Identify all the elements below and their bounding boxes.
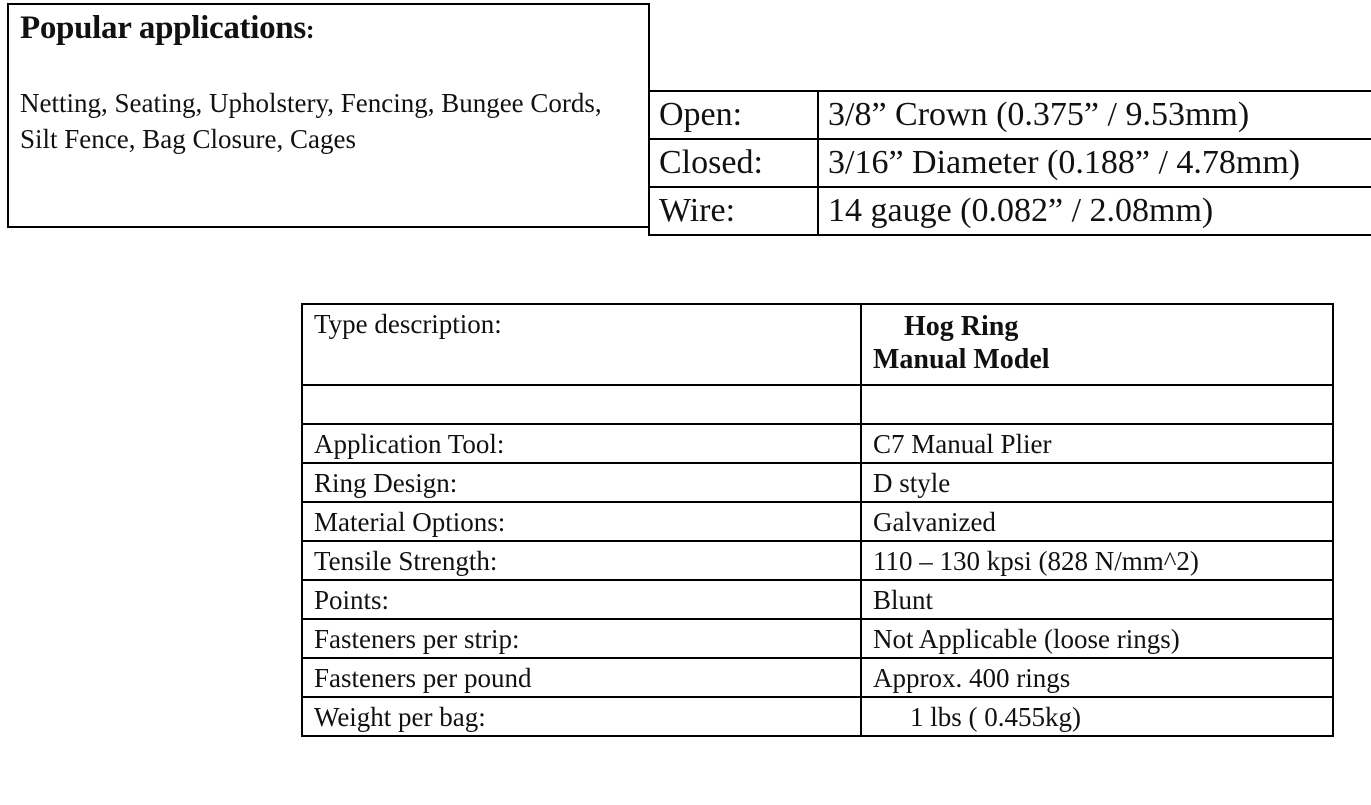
applications-title-text: Popular applications: [20, 10, 306, 46]
spec-header-value: [861, 304, 1333, 385]
spec-value: D style: [861, 463, 1333, 502]
dimension-row-closed: [649, 139, 1371, 187]
weight-value-text: 1 lbs ( 0.455kg): [910, 701, 1081, 732]
spec-value: [861, 697, 1333, 736]
applications-box: [7, 3, 650, 228]
spec-label: Ring Design:: [302, 463, 861, 502]
spec-value: 110 – 130 kpsi (828 N/mm^2): [861, 541, 1333, 580]
dimension-value: 14 gauge (0.082” / 2.08mm): [818, 187, 1371, 235]
spec-row-fasteners-per-strip: [302, 619, 1333, 658]
spec-value: [861, 385, 1333, 424]
spec-label: Weight per bag:: [302, 697, 861, 736]
dimension-value: 3/8” Crown (0.375” / 9.53mm): [818, 91, 1371, 139]
spec-label: Fasteners per pound: [302, 658, 861, 697]
spec-header-label: Type description:: [302, 304, 861, 385]
spec-label: Fasteners per strip:: [302, 619, 861, 658]
dimensions-table: [648, 90, 1371, 236]
spec-label: Material Options:: [302, 502, 861, 541]
dimension-label: Open:: [649, 91, 818, 139]
dimension-value: 3/16” Diameter (0.188” / 4.78mm): [818, 139, 1371, 187]
spec-label: Tensile Strength:: [302, 541, 861, 580]
spec-value: Not Applicable (loose rings): [861, 619, 1333, 658]
applications-title: [20, 10, 314, 47]
spec-row-weight-per-bag: [302, 697, 1333, 736]
spec-label: Application Tool:: [302, 424, 861, 463]
product-model: Manual Model: [873, 344, 1050, 375]
spec-value: Galvanized: [861, 502, 1333, 541]
spec-label: Points:: [302, 580, 861, 619]
applications-list: Netting, Seating, Upholstery, Fencing, Bungee Cords, Silt Fence, Bag Closure, Cages: [20, 88, 602, 154]
spec-value: Blunt: [861, 580, 1333, 619]
dimension-row-open: [649, 91, 1371, 139]
spec-row-application-tool: [302, 424, 1333, 463]
applications-title-colon: :: [305, 15, 315, 44]
spec-label: [302, 385, 861, 424]
spec-row-material-options: [302, 502, 1333, 541]
spec-row-ring-design: [302, 463, 1333, 502]
spec-value: C7 Manual Plier: [861, 424, 1333, 463]
spec-row-points: [302, 580, 1333, 619]
product-name: Hog Ring: [904, 311, 1019, 342]
dimension-label: Wire:: [649, 187, 818, 235]
specifications-table: [301, 303, 1334, 737]
spec-header-row: [302, 304, 1333, 385]
spec-empty-row: [302, 385, 1333, 424]
spec-row-fasteners-per-pound: [302, 658, 1333, 697]
dimension-row-wire: [649, 187, 1371, 235]
dimension-label: Closed:: [649, 139, 818, 187]
spec-row-tensile-strength: [302, 541, 1333, 580]
spec-value: Approx. 400 rings: [861, 658, 1333, 697]
